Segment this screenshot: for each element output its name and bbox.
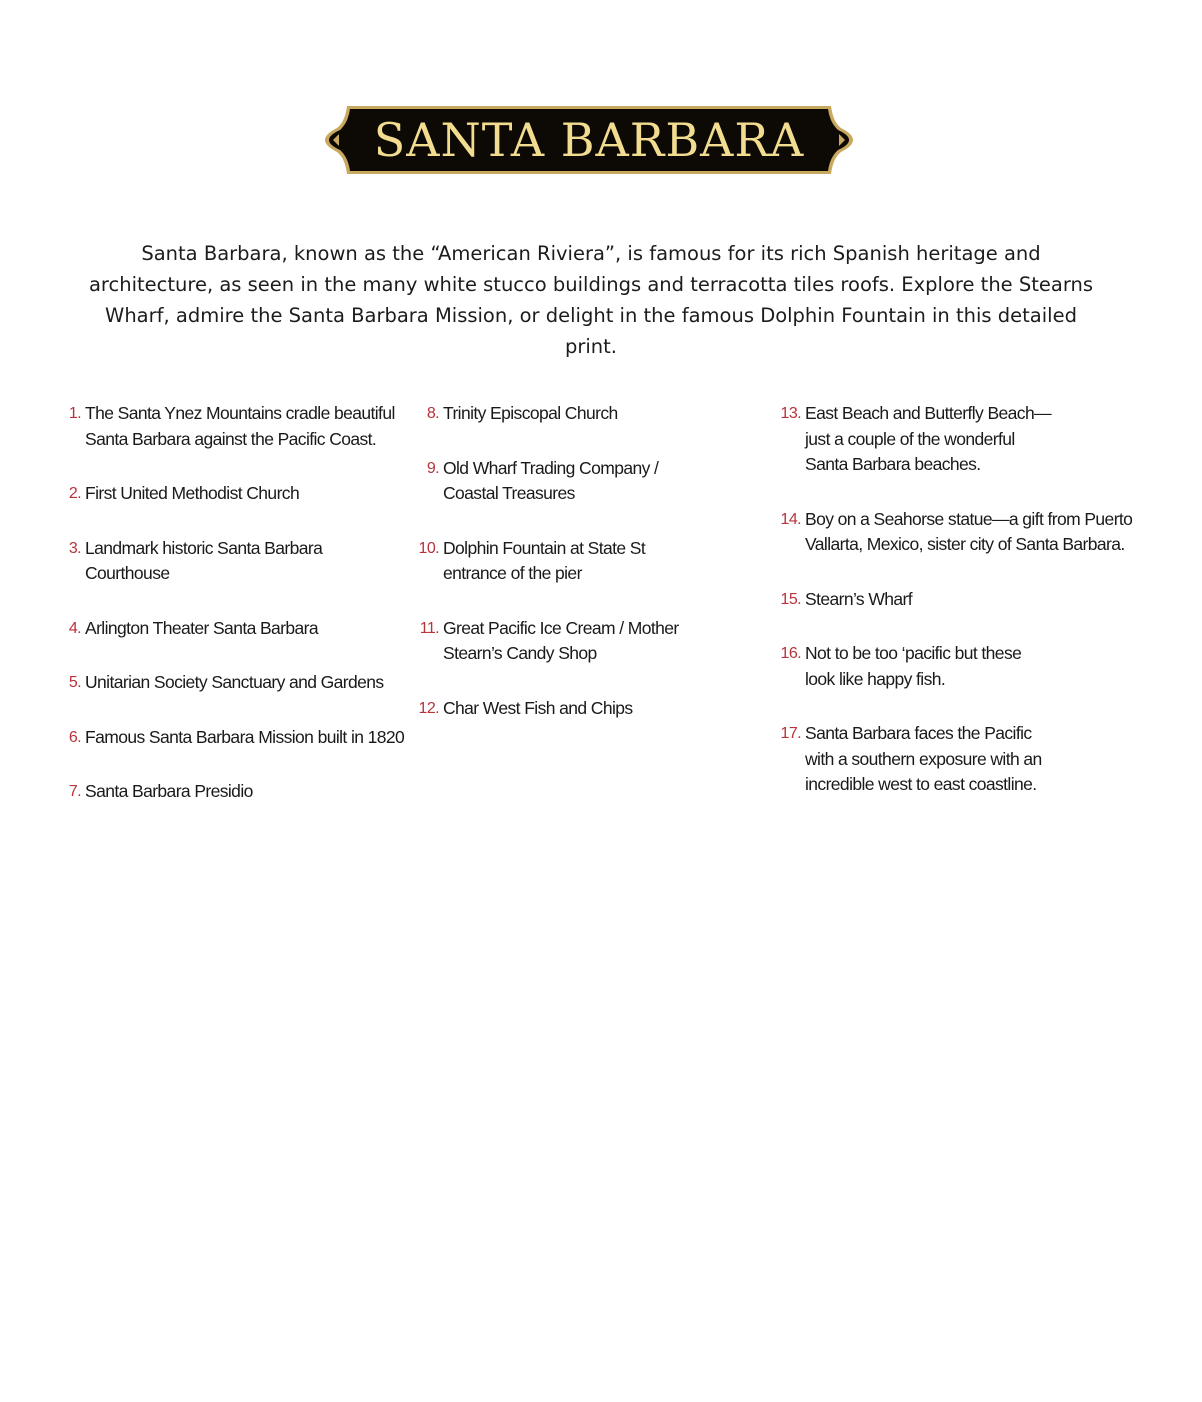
legend-item [56, 401, 406, 452]
legend-column-1 [56, 401, 406, 834]
legend-item-text [443, 401, 754, 427]
legend-item-text [443, 616, 754, 667]
legend-item-number: 6. [68, 728, 81, 746]
legend-item-number: 3. [68, 539, 81, 557]
legend-item-number: 16. [780, 645, 801, 662]
legend-item-number: 10. [418, 539, 439, 557]
legend-item-line: Santa Barbara against the Pacific Coast. [85, 428, 377, 449]
legend-item [56, 670, 406, 696]
legend-column-3 [776, 401, 1156, 827]
legend-item-number: 8. [426, 405, 439, 422]
intro-paragraph: Santa Barbara, known as the “American Riviera”, is famous for its rich Spanish heritage and architecture, as seen in the many white stucco buildings and terracotta tiles roofs. Explore the Stearns Wharf, admire the Santa Barbara Mission, or delight in the famous Dolphin Fountain in this detailed print. [88, 242, 1094, 358]
legend-item [414, 616, 754, 667]
legend-item [414, 456, 754, 507]
legend-item-line: Santa Barbara faces the Pacific [805, 723, 1032, 743]
legend-item-text [443, 696, 754, 722]
legend-item-number: 13. [780, 405, 801, 422]
legend-item-line: Famous Santa Barbara Mission built in 1820 [85, 726, 405, 747]
legend-item-line: Stearn’s Candy Shop [443, 643, 597, 663]
legend-item-text [85, 670, 406, 696]
legend-item-text [85, 616, 406, 642]
legend-item-text [85, 779, 406, 805]
legend-item-number: 2. [68, 485, 81, 502]
legend-item-line: entrance of the pier [443, 563, 582, 583]
legend-item [776, 587, 1156, 613]
legend-item [56, 779, 406, 805]
legend-item-number: 4. [68, 619, 81, 637]
legend-item-line: just a couple of the wonderful [805, 428, 1015, 449]
legend-item-number: 5. [68, 674, 81, 691]
legend-item-line: Stearn’s Wharf [805, 588, 913, 609]
legend-item-number: 17. [780, 725, 801, 742]
legend-item [776, 507, 1156, 558]
legend-item-text [85, 725, 406, 751]
legend-item-line: The Santa Ynez Mountains cradle beautiful [85, 403, 395, 423]
legend-item [776, 401, 1156, 478]
legend-item-number: 7. [68, 783, 81, 800]
legend-item-line: Santa Barbara beaches. [805, 454, 981, 474]
legend-item-number: 12. [418, 699, 439, 717]
legend-item-number: 15. [780, 590, 801, 608]
legend-item-text [805, 587, 1156, 613]
legend-item [56, 725, 406, 751]
legend-item-line: Not to be too ‘pacific but these [805, 643, 1022, 663]
legend-item-line: Santa Barbara Presidio [85, 781, 253, 801]
legend-item-text [805, 641, 1156, 692]
legend-item-line: First United Methodist Church [85, 483, 300, 503]
legend-item-number: 9. [426, 459, 439, 477]
legend-item-text [85, 481, 406, 507]
legend-item-text [85, 401, 406, 452]
legend-item-line: look like happy fish. [805, 668, 946, 689]
legend-item-number: 11. [419, 619, 439, 637]
legend-item-text [805, 401, 1156, 478]
legend-item-text [805, 507, 1156, 558]
legend-item [414, 696, 754, 722]
legend-item [414, 536, 754, 587]
page-title: SANTA BARBARA [373, 113, 805, 167]
legend-item-line: Landmark historic Santa Barbara Courthouse [85, 537, 323, 583]
legend-item-line: East Beach and Butterfly Beach— [805, 403, 1051, 423]
legend-item [56, 616, 406, 642]
title-banner [325, 104, 853, 176]
legend-item-line: Old Wharf Trading Company / [443, 457, 659, 478]
legend-item-number: 14. [780, 510, 801, 528]
legend-item [56, 481, 406, 507]
legend-item [776, 641, 1156, 692]
legend-item-line: Boy on a Seahorse statue—a gift from Puerto [805, 508, 1133, 529]
legend-item-line: Trinity Episcopal Church [443, 403, 618, 423]
legend-item-number: 1. [68, 405, 81, 422]
legend-item-text [443, 456, 754, 507]
legend-column-2 [414, 401, 754, 750]
legend-item-text [805, 721, 1156, 798]
legend-item-line: with a southern exposure with an [805, 748, 1042, 769]
legend-item-line: Dolphin Fountain at State St [443, 537, 646, 558]
legend-item [56, 536, 406, 587]
legend-item-line: Arlington Theater Santa Barbara [85, 617, 319, 638]
legend-item-line: Unitarian Society Sanctuary and Gardens [85, 672, 384, 692]
legend-item-line: Vallarta, Mexico, sister city of Santa Barbara. [805, 534, 1125, 554]
legend-item-line: incredible west to east coastline. [805, 774, 1037, 794]
legend-item [414, 401, 754, 427]
legend-item-line: Char West Fish and Chips [443, 697, 633, 718]
legend-item [776, 721, 1156, 798]
legend-item-text [443, 536, 754, 587]
legend-item-line: Great Pacific Ice Cream / Mother [443, 617, 679, 638]
legend-item-text [85, 536, 406, 587]
legend-item-line: Coastal Treasures [443, 483, 575, 503]
